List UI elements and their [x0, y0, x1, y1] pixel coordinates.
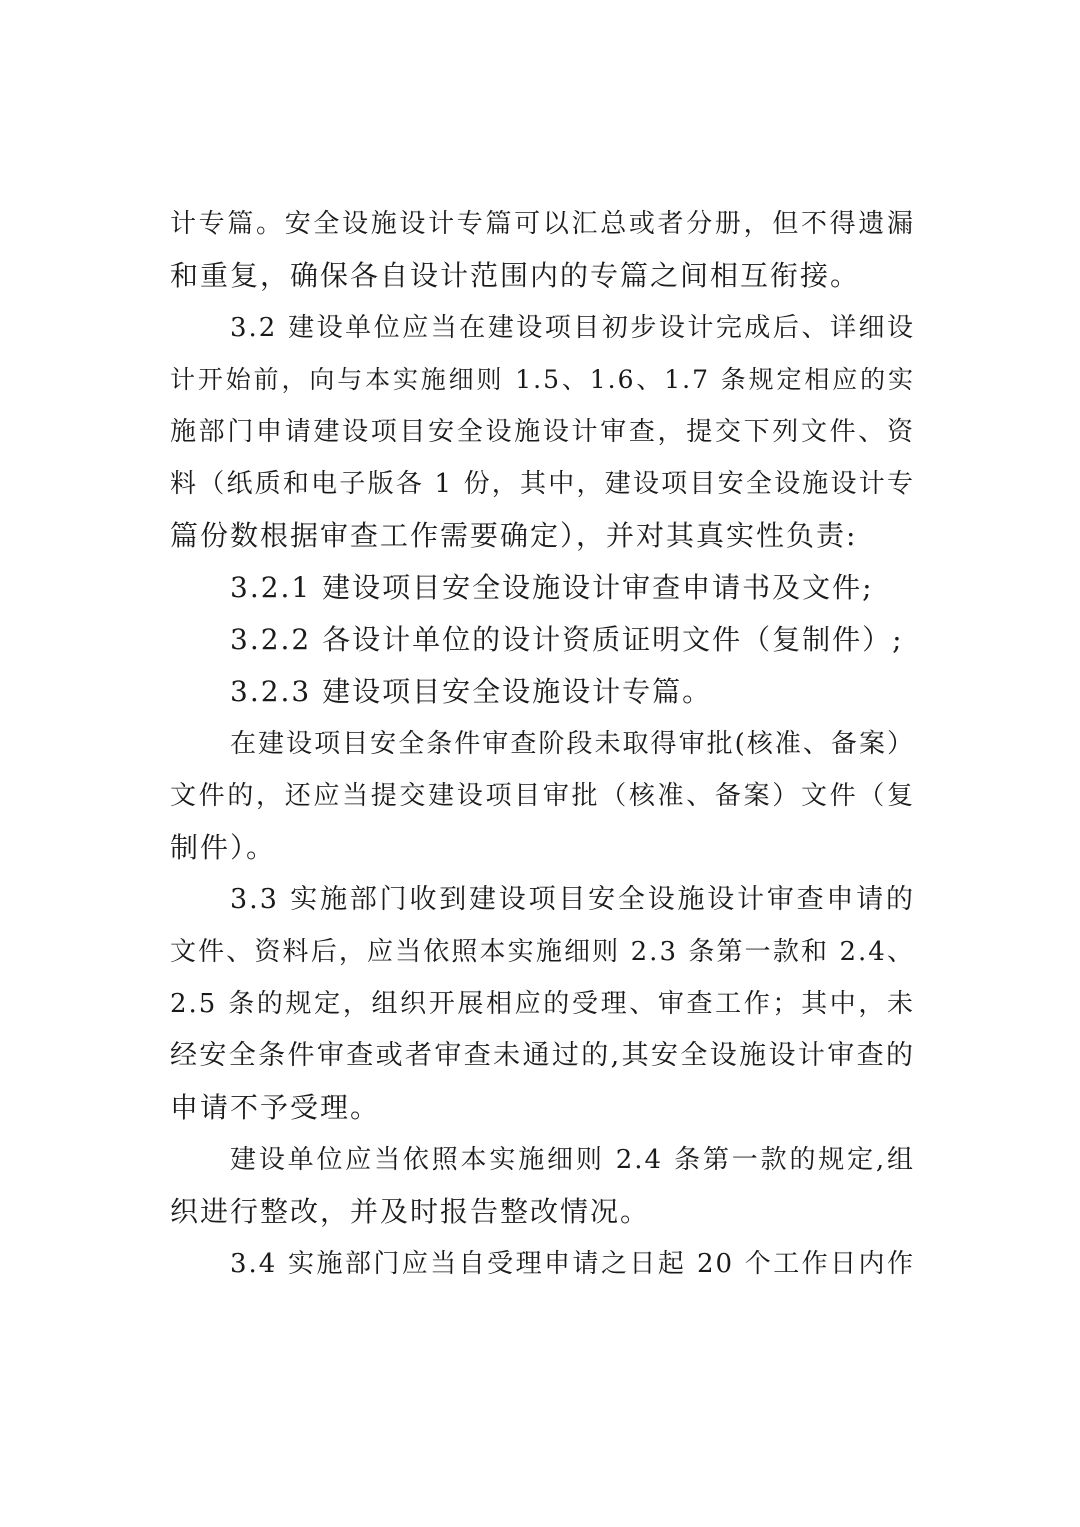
- text-line: [170, 1134, 915, 1186]
- text-line: [170, 770, 915, 822]
- text-line-content: 计开始前，向与本实施细则 1.5、1.6、1.7 条规定相应的实: [170, 365, 915, 394]
- text-line: [170, 1030, 915, 1082]
- text-line-content: 3.2.3 建设项目安全设施设计专篇。: [230, 675, 713, 708]
- text-line: [170, 510, 915, 562]
- text-line: [170, 354, 915, 406]
- text-line: [170, 250, 915, 302]
- text-line-content: 文件、资料后，应当依照本实施细则 2.3 条第一款和 2.4、: [170, 937, 915, 967]
- text-line-content: 经安全条件审查或者审查未通过的,其安全设施设计审查的: [170, 1040, 915, 1071]
- text-line: [170, 458, 915, 510]
- text-line-content: 织进行整改，并及时报告整改情况。: [170, 1195, 651, 1228]
- text-line: [170, 1082, 915, 1134]
- text-line-content: 制件）。: [170, 831, 277, 864]
- text-line-content: 3.2.1 建设项目安全设施设计审查申请书及文件;: [230, 571, 874, 604]
- text-line: [170, 926, 915, 978]
- text-line: [170, 822, 915, 874]
- text-line: [170, 562, 915, 614]
- text-line-content: 料（纸质和电子版各 1 份，其中，建设项目安全设施设计专: [170, 469, 915, 499]
- text-line-content: 3.4 实施部门应当自受理申请之日起 20 个工作日内作: [230, 1249, 915, 1279]
- text-line-content: 计专篇。安全设施设计专篇可以汇总或者分册，但不得遗漏: [170, 209, 915, 239]
- text-line-content: 2.5 条的规定，组织开展相应的受理、审查工作；其中，未: [170, 989, 915, 1019]
- text-line-content: 施部门申请建设项目安全设施设计审查，提交下列文件、资: [170, 417, 915, 447]
- text-line: [170, 718, 915, 770]
- text-line-content: 文件的，还应当提交建设项目审批（核准、备案）文件（复: [170, 781, 915, 811]
- text-line: [170, 1238, 915, 1290]
- text-line: [170, 874, 915, 926]
- body-text: [170, 198, 915, 1290]
- text-line: [170, 1186, 915, 1238]
- text-line-content: 和重复，确保各自设计范围内的专篇之间相互衔接。: [170, 259, 861, 292]
- text-line: [170, 198, 915, 250]
- text-line: [170, 406, 915, 458]
- text-line-content: 篇份数根据审查工作需要确定），并对其真实性负责:: [170, 519, 858, 552]
- text-line-content: 3.3 实施部门收到建设项目安全设施设计审查申请的: [230, 884, 915, 915]
- text-line: [170, 666, 915, 718]
- text-line-content: 申请不予受理。: [170, 1091, 381, 1124]
- text-line-content: 3.2 建设单位应当在建设项目初步设计完成后、详细设: [230, 313, 915, 343]
- text-line: [170, 614, 915, 666]
- text-line-content: 建设单位应当依照本实施细则 2.4 条第一款的规定,组: [230, 1145, 915, 1175]
- text-line-content: 在建设项目安全条件审查阶段未取得审批(核准、备案）: [230, 729, 915, 759]
- text-line-content: 3.2.2 各设计单位的设计资质证明文件（复制件）;: [230, 623, 904, 656]
- text-line: [170, 302, 915, 354]
- text-line: [170, 978, 915, 1030]
